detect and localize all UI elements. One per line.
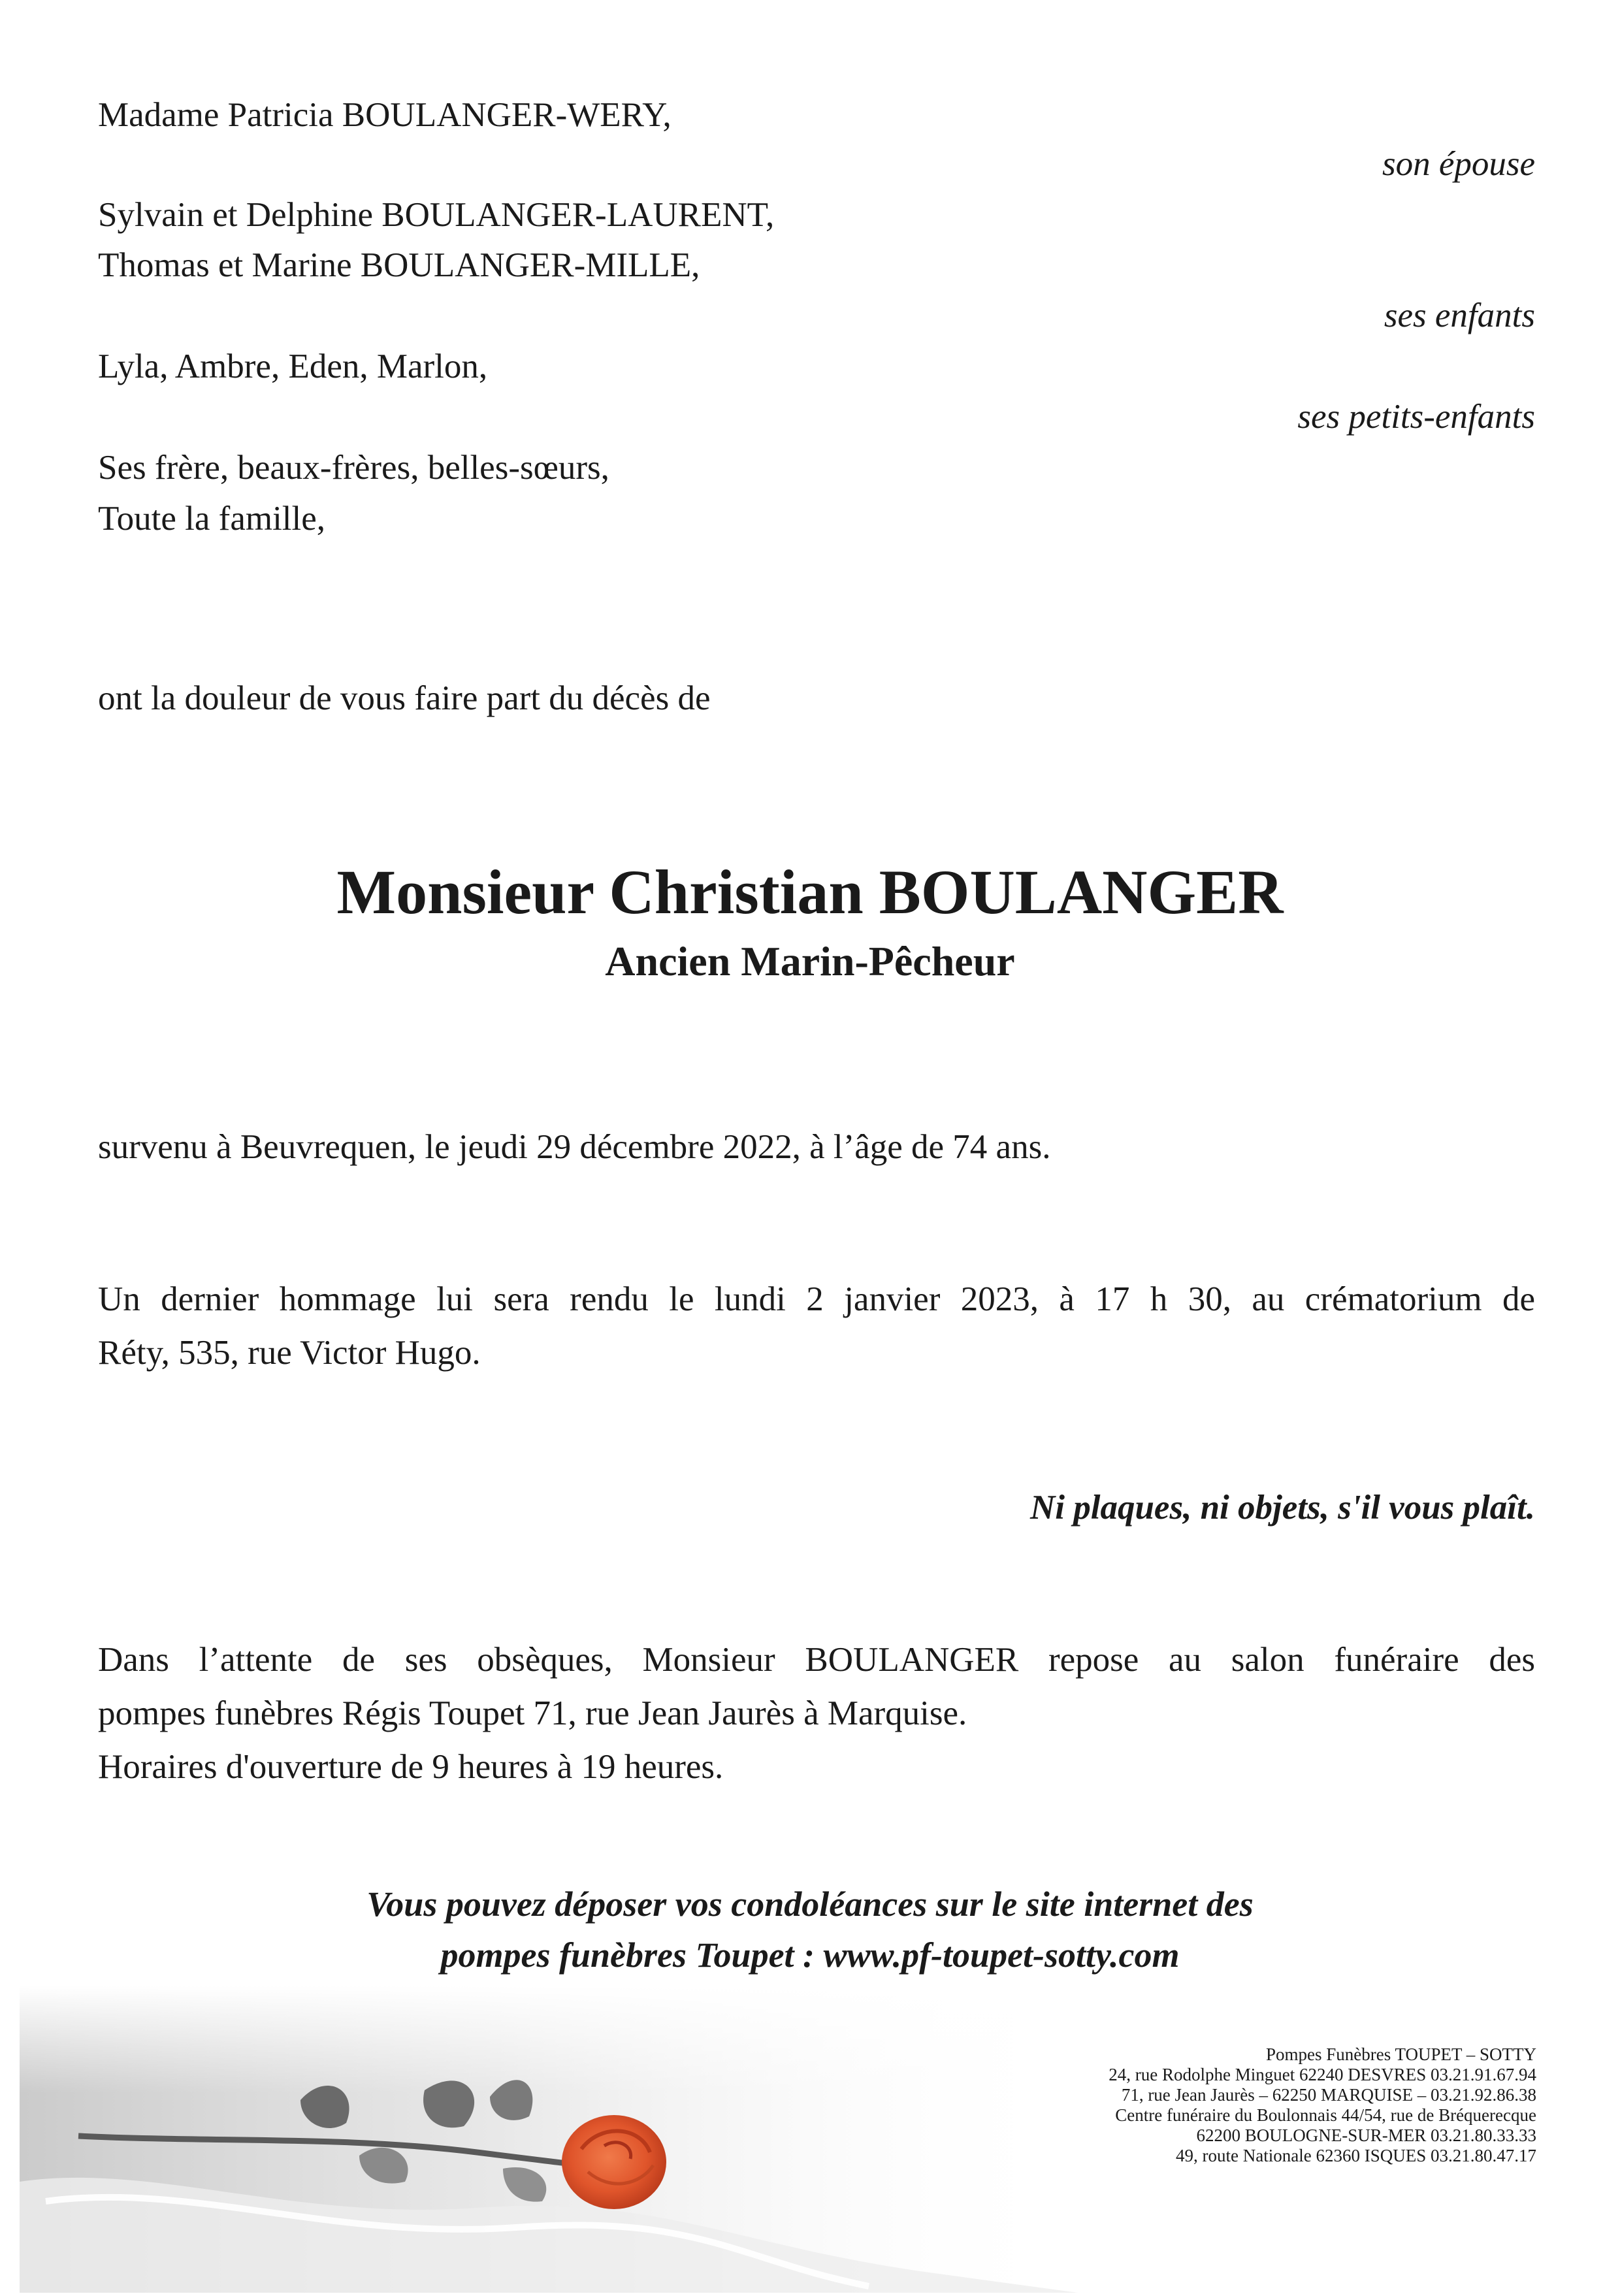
funeral-home-contacts (1109, 2045, 1536, 2166)
deceased-title: Ancien Marin-Pêcheur (605, 938, 1015, 984)
rose-flower (562, 2115, 666, 2209)
condolences-line-1: Vous pouvez déposer vos condoléances sur le site internet des (366, 1884, 1254, 1924)
rose-on-sand-image (20, 1986, 1078, 2293)
viewing-info (98, 1633, 1535, 1794)
no-flowers-request: Ni plaques, ni objets, s'il vous plaît. (1029, 1489, 1535, 1527)
death-info: survenu à Beuvrequen, le jeudi 29 décembre 2022, à l’âge de 74 ans. (98, 1128, 1051, 1166)
condolences-line-2: pompes funèbres Toupet : www.pf-toupet-sotty.com (440, 1935, 1180, 1975)
extended-family-2: Toute la famille, (98, 500, 326, 538)
rose-illustration (20, 1986, 1078, 2293)
spouse-name: Madame Patricia BOULANGER-WERY, (98, 96, 672, 134)
spouse-role: son épouse (1382, 145, 1535, 183)
funeral-home-name: Pompes Funèbres TOUPET – SOTTY (1265, 2045, 1536, 2064)
funeral-home-address-5: 49, route Nationale 62360 ISQUES 03.21.80.47.17 (1176, 2146, 1536, 2165)
extended-family-1: Ses frère, beaux-frères, belles-sœurs, (98, 449, 609, 487)
funeral-home-address-3: Centre funéraire du Boulonnais 44/54, rue de Bréquerecque (1115, 2105, 1536, 2125)
grandchildren-role: ses petits-enfants (1297, 398, 1535, 436)
grandchildren-names: Lyla, Ambre, Eden, Marlon, (98, 348, 488, 385)
ceremony-line-2: Réty, 535, rue Victor Hugo. (98, 1334, 481, 1372)
children-role: ses enfants (1384, 297, 1535, 334)
ceremony-info (98, 1272, 1535, 1380)
viewing-line-1: Dans l’attente de ses obsèques, Monsieur BOULANGER repose au salon funéraire des (98, 1641, 1535, 1679)
viewing-line-3: Horaires d'ouverture de 9 heures à 19 heures. (98, 1748, 724, 1786)
deceased-name: Monsieur Christian BOULANGER (336, 857, 1284, 927)
child-couple-2: Thomas et Marine BOULANGER-MILLE, (98, 246, 700, 284)
funeral-home-address-4: 62200 BOULOGNE-SUR-MER 03.21.80.33.33 (1196, 2126, 1536, 2145)
funeral-home-address-1: 24, rue Rodolphe Minguet 62240 DESVRES 03.21.91.67.94 (1109, 2065, 1536, 2084)
funeral-home-address-2: 71, rue Jean Jaurès – 62250 MARQUISE – 03.21.92.86.38 (1121, 2085, 1536, 2105)
child-couple-1: Sylvain et Delphine BOULANGER-LAURENT, (98, 196, 775, 234)
viewing-line-2: pompes funèbres Régis Toupet 71, rue Jean Jaurès à Marquise. (98, 1694, 967, 1732)
ceremony-line-1: Un dernier hommage lui sera rendu le lundi 2 janvier 2023, à 17 h 30, au crématorium de (98, 1280, 1535, 1318)
announcement-text: ont la douleur de vous faire part du décès de (98, 679, 711, 717)
